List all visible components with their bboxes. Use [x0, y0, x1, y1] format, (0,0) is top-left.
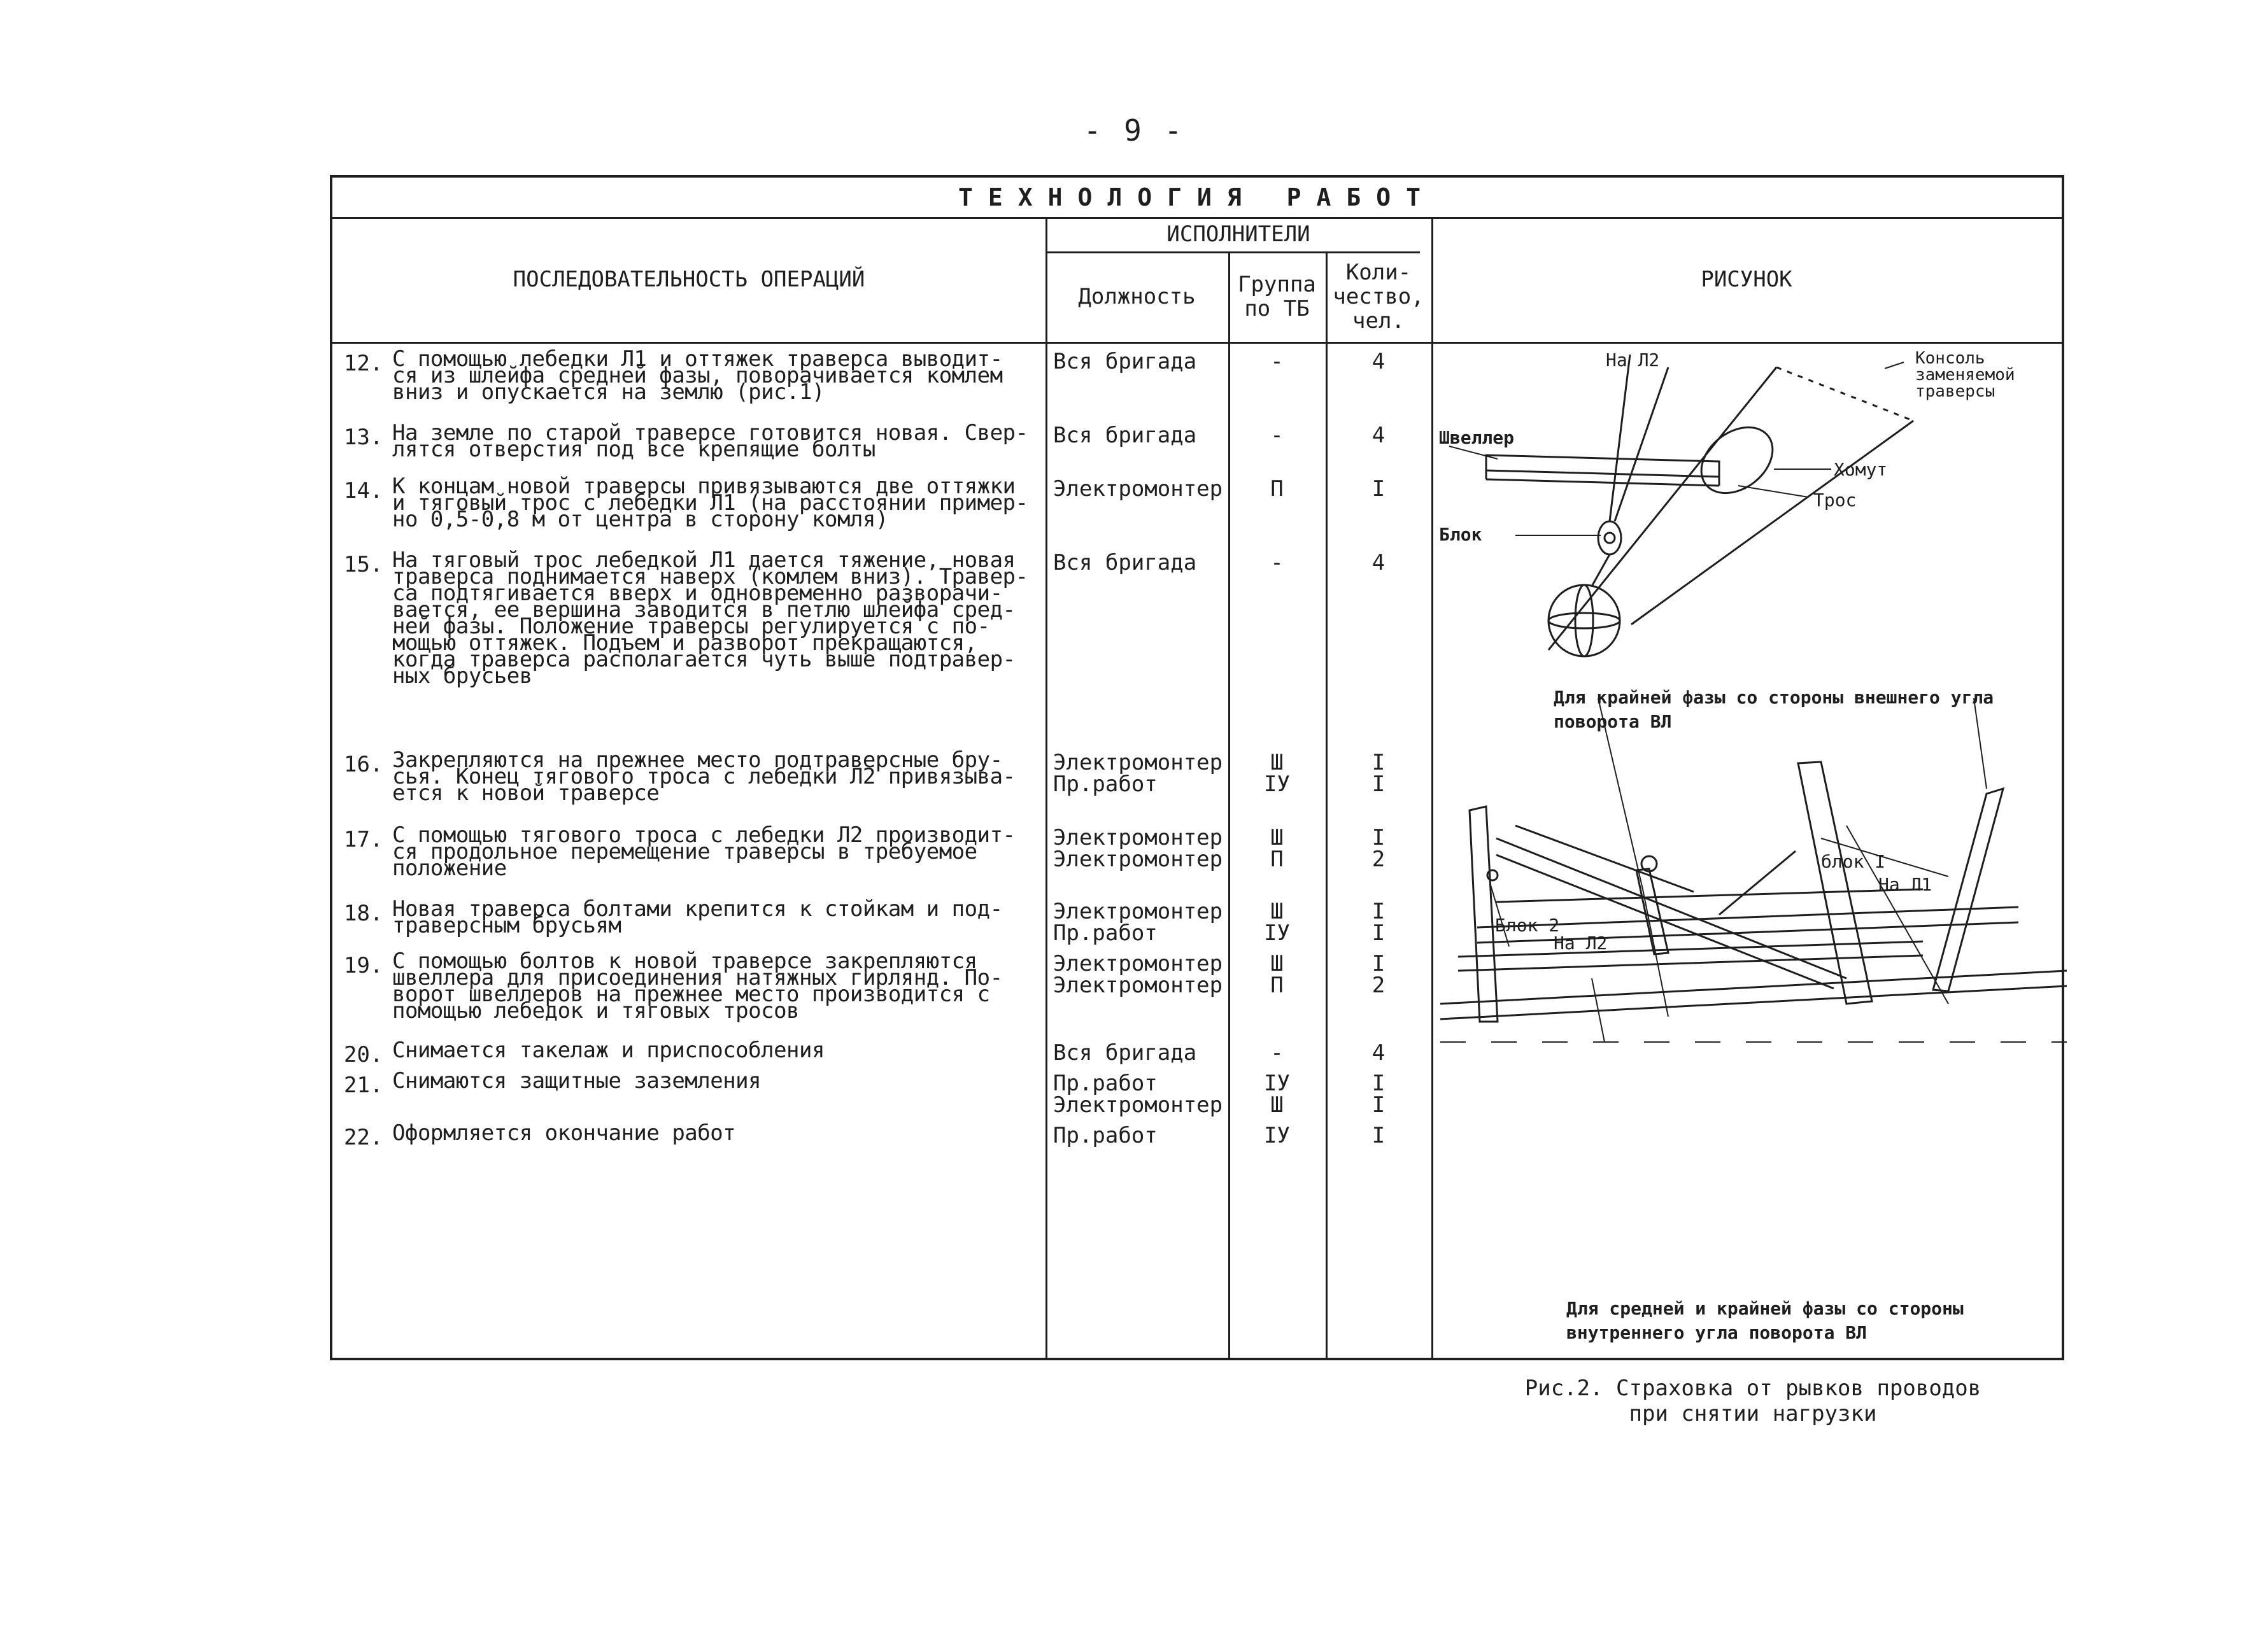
table-row [344, 896, 1044, 938]
row-text: С помощью болтов к новой траверсе закрепляются швеллера для присоединения натяжных гирлянд. По- ворот швеллеров на прежнее место производится с помощью лебедок и тяговых тросов [392, 948, 1003, 1024]
group-cell: - [1270, 1040, 1284, 1066]
table-row [344, 1120, 1044, 1150]
row-text: Закрепляются на прежнее место подтраверсные бру- сья. Конец тягового троса с лебедки Л2 привязыва- ется к новой траверсе [392, 747, 1016, 806]
page-number: - 9 - [1083, 113, 1185, 148]
row-number: 13. [344, 425, 383, 450]
row-number: 17. [344, 827, 383, 852]
group-cell: Ш П [1270, 825, 1284, 872]
row-text: Новая траверса болтами крепится к стойкам и под- траверсным брусьям [392, 896, 1003, 938]
quantity-cell: I I [1371, 899, 1386, 946]
label-console [1915, 349, 2025, 401]
quantity-cell: 4 [1371, 550, 1386, 575]
header-sequence: ПОСЛЕДОВАТЕЛЬНОСТЬ ОПЕРАЦИЙ [513, 267, 865, 292]
group-cell: П [1270, 476, 1284, 502]
table-row [344, 1068, 1044, 1098]
row-text: На земле по старой траверсе готовится новая. Свер- лятся отверстия под все крепящие болты [392, 420, 1028, 462]
label-khomut: Хомут [1834, 459, 1888, 480]
position-cell: Вся бригада [1053, 1040, 1197, 1066]
column-divider-2 [1228, 251, 1230, 1358]
group-cell: - [1270, 423, 1284, 448]
table-row [344, 474, 1044, 532]
group-cell: IУ Ш [1264, 1071, 1290, 1118]
label-console-2: заменяемой [1915, 365, 2015, 384]
position-cell: Вся бригада [1053, 550, 1197, 575]
group-cell: Ш П [1270, 951, 1284, 998]
label-shveller: Швеллер [1439, 427, 1515, 448]
group-cell: Ш IУ [1264, 750, 1290, 797]
technology-table [330, 175, 2064, 1426]
row-text: К концам новой траверсы привязываются две оттяжки и тяговый трос с лебедки Л1 (на расстоянии пример- но 0,5-0,8 м от центра в сторону комля) [392, 474, 1028, 532]
table-row [344, 822, 1044, 881]
position-cell: Электромонтер [1053, 476, 1223, 502]
position-cell: Пр.работ Электромонтер [1053, 1071, 1223, 1118]
group-cell: - [1270, 550, 1284, 575]
quantity-cell: I I [1371, 750, 1386, 797]
row-number: 16. [344, 752, 383, 777]
row-number: 21. [344, 1073, 383, 1098]
label-tros: Трос [1813, 490, 1857, 511]
position-cell: Электромонтер Пр.работ [1053, 750, 1223, 797]
row-number: 12. [344, 351, 383, 376]
label-na-l2-top: На Л2 [1606, 349, 1660, 370]
position-cell: Электромонтер Пр.работ [1053, 899, 1223, 946]
position-cell: Пр.работ [1053, 1123, 1158, 1148]
table-row [344, 747, 1044, 806]
quantity-cell: I 2 [1371, 951, 1386, 998]
row-number: 22. [344, 1125, 383, 1150]
figure-area [1439, 342, 2067, 1426]
quantity-cell: 4 [1371, 1040, 1386, 1066]
row-text: С помощью тягового троса с лебедки Л2 производит- ся продольное перемещение траверсы в требуемое положение [392, 822, 1016, 881]
label-blok1: блок I [1821, 851, 1886, 872]
row-number: 15. [344, 552, 383, 577]
quantity-cell: I 2 [1371, 825, 1386, 872]
position-cell: Электромонтер Электромонтер [1053, 825, 1223, 872]
group-cell: Ш IУ [1264, 899, 1290, 946]
column-divider-1 [1045, 217, 1047, 1358]
row-number: 18. [344, 901, 383, 926]
label-console-1: Консоль [1915, 349, 1985, 368]
row-text: С помощью лебедки Л1 и оттяжек траверса выводит- ся из шлейфа средней фазы, поворачивается комлем вниз и опускается на землю (рис.1) [392, 346, 1003, 405]
bottom-diagram [1440, 698, 2067, 1042]
row-text: Оформляется окончание работ [392, 1120, 736, 1146]
group-cell: IУ [1264, 1123, 1290, 1148]
rigging-drawing [1439, 342, 2067, 1360]
label-blok: Блок [1439, 524, 1482, 545]
column-divider-3 [1326, 251, 1328, 1358]
figure-caption: Рис.2. Страховка от рывков проводов при снятии нагрузки [1524, 1376, 1981, 1426]
row-number: 14. [344, 478, 383, 504]
quantity-cell: 4 [1371, 349, 1386, 374]
table-row [344, 420, 1044, 462]
table-row [344, 547, 1044, 689]
row-text: Снимается такелаж и приспособления [392, 1038, 825, 1063]
table-row [344, 1038, 1044, 1067]
header-position: Должность [1078, 284, 1196, 309]
table-title: ТЕХНОЛОГИЯ РАБОТ [958, 183, 1436, 211]
position-cell: Вся бригада [1053, 423, 1197, 448]
quantity-cell: I [1371, 476, 1386, 502]
label-na-l2-bottom: На Л2 [1554, 933, 1608, 954]
quantity-cell: I [1371, 1123, 1386, 1148]
group-cell: - [1270, 349, 1284, 374]
table-row [344, 948, 1044, 1024]
column-divider-4 [1431, 217, 1433, 1358]
header-performers: ИСПОЛНИТЕЛИ [1166, 222, 1310, 247]
row-number: 19. [344, 953, 383, 978]
label-console-3: траверсы [1915, 382, 1995, 401]
header-figure: РИСУНОК [1701, 267, 1792, 292]
quantity-cell: I I [1371, 1071, 1386, 1118]
quantity-cell: 4 [1371, 423, 1386, 448]
top-caption: Для крайней фазы со стороны внешнего угла поворота ВЛ [1554, 687, 1994, 732]
header-group: Группа по ТБ [1238, 272, 1316, 321]
position-cell: Электромонтер Электромонтер [1053, 951, 1223, 998]
bottom-caption: Для средней и крайней фазы со стороны внутреннего угла поворота ВЛ [1566, 1298, 1964, 1343]
row-number: 20. [344, 1042, 383, 1067]
position-cell: Вся бригада [1053, 349, 1197, 374]
label-blok2: Блок 2 [1495, 915, 1560, 936]
row-text: Снимаются защитные заземления [392, 1068, 762, 1094]
header-quantity: Коли- чество, чел. [1333, 260, 1424, 334]
label-na-l1: На Л1 [1878, 874, 1932, 895]
table-row [344, 346, 1044, 405]
row-text: На тяговый трос лебедкой Л1 дается тяжение, новая траверса поднимается наверх (комлем вниз). Травер- са подтягивается вверх и одновременно разворачи- вается, ее вершина заводится в петлю шлейфа сред- ней фазы. Положение траверсы регулируется с по- мощью оттяжек. Подъем и разворот прекращаются, когда траверса располагается чуть выше подтравер- ных брусьев [392, 547, 1028, 689]
